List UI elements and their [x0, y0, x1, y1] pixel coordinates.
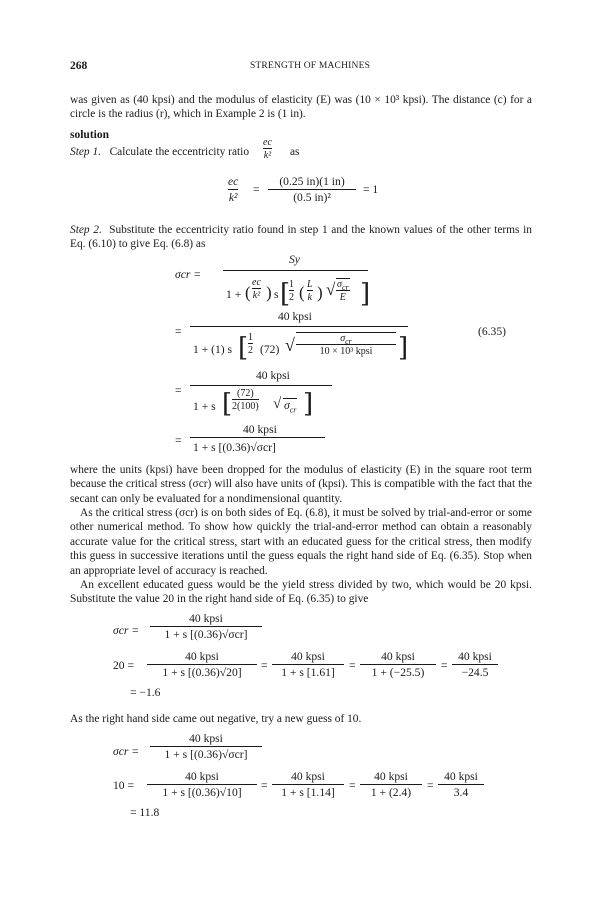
iter1-lhs: σcr = [113, 624, 140, 637]
paragraph-units: where the units (kpsi) have been dropped for the modulus of elasticity (E) in the square root term because the critical stress (σcr) will also have units of (kpsi). This is compatible with the fact that the secant can only be evaluated for a nondimensional quantity. [70, 464, 532, 505]
eq-main-line2-den: 1 + (1) s [193, 343, 233, 356]
eq-main-line4-bar [190, 437, 325, 438]
step1-label: Step 1. [70, 146, 102, 158]
eq-main-line1-bar [223, 270, 368, 271]
iter2-frac1: 40 kpsi 1 + s [(0.36)√10] [147, 770, 257, 800]
step1-text: Calculate the eccentricity ratio [109, 146, 250, 158]
paragraph-trial-error: As the critical stress (σcr) is on both sides of Eq. (6.8), it must be solved by trial-and-error or some other numerical method. To show how quickly the trial-and-error method can obtain a reasonably accurate value for the critical stress, start with an educated guess for the critical stress, then modify this guess in successive iterations until the guess equals the right hand side of Eq. (6.35). Stop when an appropriate level of accuracy is reached. [70, 507, 532, 577]
solution-label: solution [70, 129, 109, 141]
eq-main-line2-num: 40 kpsi [278, 310, 312, 323]
step1-line [70, 146, 249, 158]
step2-paragraph: Step 2. Substitute the eccentricity ratio found in step 1 and the known values of the other terms in Eq. (6.10) to give Eq. (6.8) as [70, 224, 532, 251]
running-title: STRENGTH OF MACHINES [249, 61, 371, 71]
paragraph-new-guess: As the right hand side came out negative, try a new guess of 10. [70, 713, 362, 725]
eq1-result: = 1 [363, 183, 379, 196]
eq-main-line2-bar [190, 326, 408, 327]
step1-after: as [290, 146, 300, 158]
iter1-guess: 20 = [113, 659, 135, 672]
iter1-frac1: 40 kpsi 1 + s [(0.36)√20] [147, 650, 257, 680]
eq1-rhs: $\frac{(0.25 in)(1 in)}{\text{(0.5 in)²}}$ [268, 175, 356, 205]
iter2-frac4: 40 kpsi 3.4 [438, 770, 484, 800]
eq-main-line4-num: 40 kpsi [243, 423, 277, 436]
paragraph-educated-guess: An excellent educated guess would be the yield stress divided by two, which would be 20 kpsi. Substitute the value 20 in the right hand side of Eq. (6.35) to give [70, 579, 532, 606]
iter1-frac2: 40 kpsi 1 + s [1.61] [272, 650, 344, 680]
iter2-frac2: 40 kpsi 1 + s [1.14] [272, 770, 344, 800]
iter2-lhs: σcr = [113, 745, 140, 758]
iter2-guess: 10 = [113, 779, 135, 792]
equation-number: (6.35) [478, 325, 507, 338]
eq-main-line4-den: 1 + s [(0.36)√σcr] [193, 441, 276, 454]
eq1-lhs: $\frac{ec}{\text{k²}}$ [228, 175, 239, 204]
iter2-result: = 11.8 [130, 806, 160, 819]
iter2-frac3: 40 kpsi 1 + (2.4) [360, 770, 422, 800]
iter1-frac3: 40 kpsi 1 + (−25.5) [360, 650, 436, 680]
eq-main-line1-den: 1 + [226, 288, 242, 301]
intro-paragraph: was given as (40 kpsi) and the modulus of elasticity (E) was (10 × 10³ kpsi). The distance (c) for a circle is the radius (r), which in Example 2 is (1 in). [70, 94, 532, 121]
eccentricity-ratio-inline: $\frac{ec}{\text{k²}}$ [263, 137, 272, 161]
iter1-frac4: 40 kpsi −24.5 [452, 650, 498, 680]
iter1-result: = −1.6 [130, 686, 161, 699]
page-number: 268 [70, 60, 88, 72]
iter1-formula: 40 kpsi 1 + s [(0.36)√σcr] [150, 612, 262, 642]
eq-main-lhs: σcr = [175, 268, 202, 281]
eq-main-line3-num: 40 kpsi [256, 369, 290, 382]
eq-main-line1-num: Sy [289, 253, 300, 266]
iter2-formula: 40 kpsi 1 + s [(0.36)√σcr] [150, 732, 262, 762]
eq-main-line3-bar [190, 385, 332, 386]
